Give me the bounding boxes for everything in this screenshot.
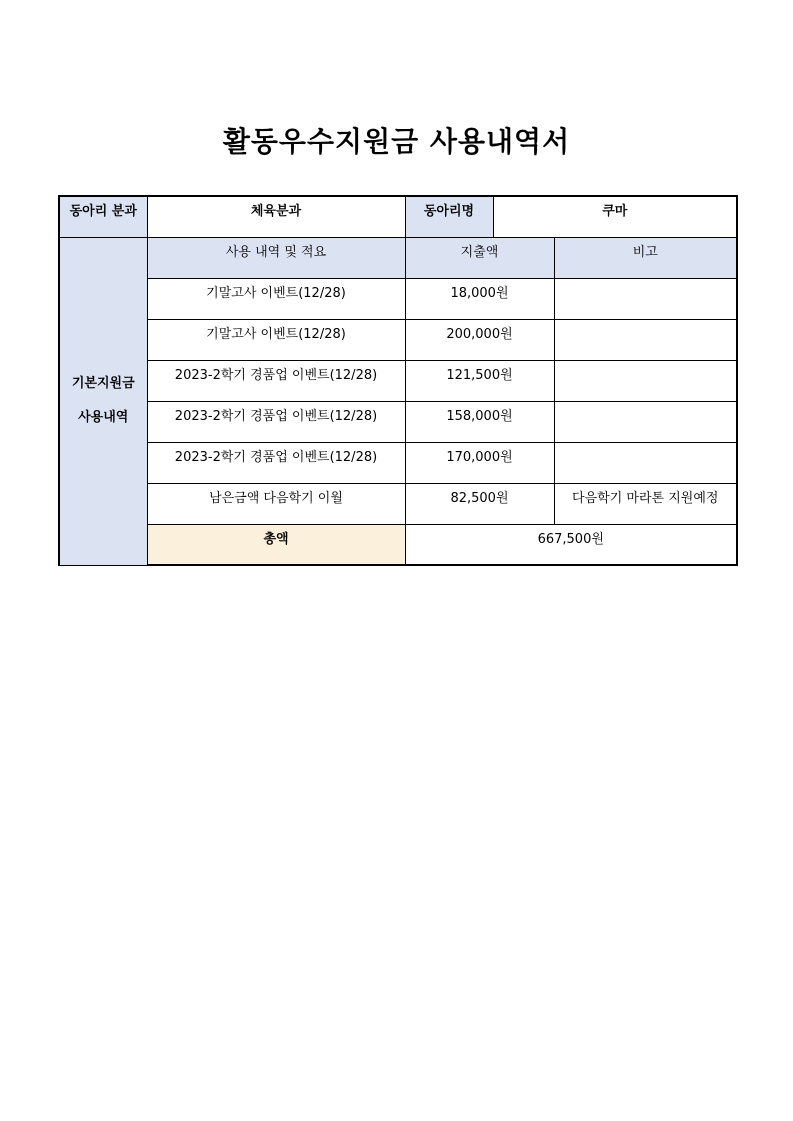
table-row bbox=[59, 442, 737, 483]
row-description: 2023-2학기 경품업 이벤트(12/28) bbox=[147, 401, 405, 442]
club-name-value: 쿠마 bbox=[493, 196, 737, 237]
row-note bbox=[554, 401, 737, 442]
row-description: 2023-2학기 경품업 이벤트(12/28) bbox=[147, 442, 405, 483]
table-row bbox=[59, 360, 737, 401]
row-description: 남은금액 다음학기 이월 bbox=[147, 483, 405, 524]
row-note bbox=[554, 319, 737, 360]
section-label-line2: 사용내역 bbox=[78, 410, 129, 425]
row-description: 기말고사 이벤트(12/28) bbox=[147, 278, 405, 319]
row-note bbox=[554, 360, 737, 401]
total-label: 총액 bbox=[147, 524, 405, 565]
table-row bbox=[59, 319, 737, 360]
column-header-row bbox=[59, 237, 737, 278]
table-row bbox=[59, 278, 737, 319]
section-label-line1: 기본지원금 bbox=[71, 376, 135, 391]
header-row bbox=[59, 196, 737, 237]
column-header-note: 비고 bbox=[554, 237, 737, 278]
row-note: 다음학기 마라톤 지원예정 bbox=[554, 483, 737, 524]
club-category-label: 동아리 분과 bbox=[59, 196, 147, 237]
table-row bbox=[59, 483, 737, 524]
section-label bbox=[59, 237, 147, 565]
row-note bbox=[554, 442, 737, 483]
row-amount: 121,500원 bbox=[405, 360, 554, 401]
club-category-value: 체육분과 bbox=[147, 196, 405, 237]
row-description: 기말고사 이벤트(12/28) bbox=[147, 319, 405, 360]
expense-report-table bbox=[58, 195, 738, 566]
column-header-amount: 지출액 bbox=[405, 237, 554, 278]
column-header-description: 사용 내역 및 적요 bbox=[147, 237, 405, 278]
total-value: 667,500원 bbox=[405, 524, 737, 565]
row-amount: 200,000원 bbox=[405, 319, 554, 360]
row-amount: 170,000원 bbox=[405, 442, 554, 483]
table-row bbox=[59, 401, 737, 442]
row-description: 2023-2학기 경품업 이벤트(12/28) bbox=[147, 360, 405, 401]
club-name-label: 동아리명 bbox=[405, 196, 493, 237]
row-amount: 82,500원 bbox=[405, 483, 554, 524]
row-note bbox=[554, 278, 737, 319]
row-amount: 18,000원 bbox=[405, 278, 554, 319]
row-amount: 158,000원 bbox=[405, 401, 554, 442]
page-title: 활동우수지원금 사용내역서 bbox=[222, 125, 571, 158]
total-row bbox=[59, 524, 737, 565]
